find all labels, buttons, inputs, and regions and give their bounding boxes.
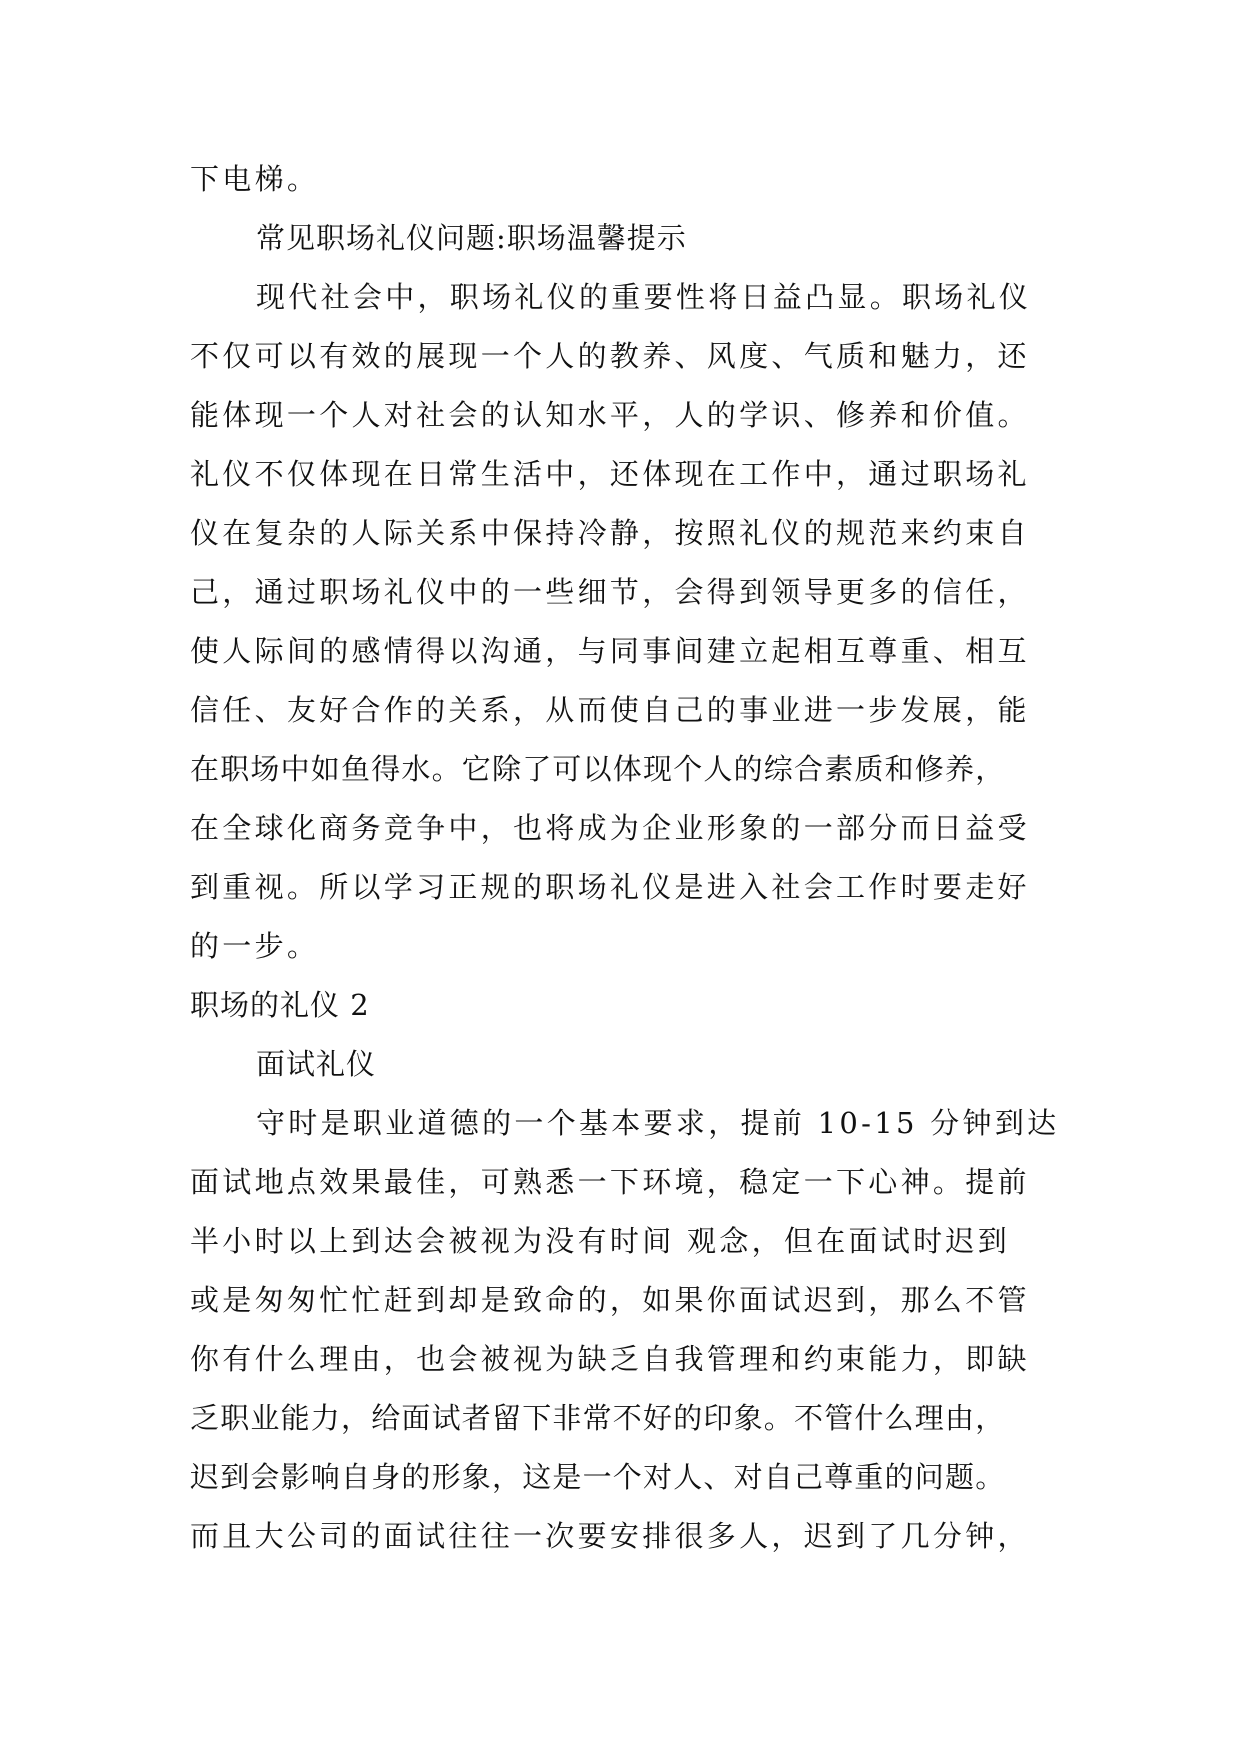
text-line: 你有什么理由，也会被视为缺乏自我管理和约束能力，即缺 <box>190 1342 1030 1376</box>
text-line: 面试地点效果最佳，可熟悉一下环境，稳定一下心神。提前 <box>190 1165 1030 1199</box>
text-line: 而且大公司的面试往往一次要安排很多人，迟到了几分钟， <box>190 1519 1030 1553</box>
text-line: 守时是职业道德的一个基本要求，提前 10-15 分钟到达 <box>256 1106 1060 1140</box>
text-line: 己，通过职场礼仪中的一些细节，会得到领导更多的信任， <box>190 575 1030 609</box>
text-line: 迟到会影响自身的形象，这是一个对人、对自己尊重的问题。 <box>190 1460 1006 1494</box>
text-line: 使人际间的感情得以沟通，与同事间建立起相互尊重、相互 <box>190 634 1030 668</box>
text-line: 能体现一个人对社会的认知水平，人的学识、修养和价值。 <box>190 398 1030 432</box>
text-line: 的一步。 <box>190 929 320 963</box>
text-line: 仪在复杂的人际关系中保持冷静，按照礼仪的规范来约束自 <box>190 516 1030 550</box>
text-line: 现代社会中，职场礼仪的重要性将日益凸显。职场礼仪 <box>256 280 1032 314</box>
document-body <box>190 150 1065 1566</box>
text-line: 信任、友好合作的关系，从而使自己的事业进一步发展，能 <box>190 693 1030 727</box>
text-line: 或是匆匆忙忙赶到却是致命的，如果你面试迟到，那么不管 <box>190 1283 1030 1317</box>
text-line: 半小时以上到达会被视为没有时间 观念，但在面试时迟到 <box>190 1224 1011 1258</box>
section-subheading: 常见职场礼仪问题:职场温馨提示 <box>256 221 687 255</box>
section-subheading: 面试礼仪 <box>256 1047 377 1081</box>
text-line: 礼仪不仅体现在日常生活中，还体现在工作中，通过职场礼 <box>190 457 1030 491</box>
text-line: 乏职业能力，给面试者留下非常不好的印象。不管什么理由， <box>190 1401 1006 1435</box>
text-line: 在职场中如鱼得水。它除了可以体现个人的综合素质和修养， <box>190 752 1006 786</box>
text-line: 在全球化商务竞争中，也将成为企业形象的一部分而日益受 <box>190 811 1030 845</box>
text-line: 不仅可以有效的展现一个人的教养、风度、气质和魅力，还 <box>190 339 1030 373</box>
text-line: 到重视。所以学习正规的职场礼仪是进入社会工作时要走好 <box>190 870 1030 904</box>
text-line: 下电梯。 <box>190 162 320 196</box>
section-heading: 职场的礼仪 2 <box>190 988 370 1022</box>
